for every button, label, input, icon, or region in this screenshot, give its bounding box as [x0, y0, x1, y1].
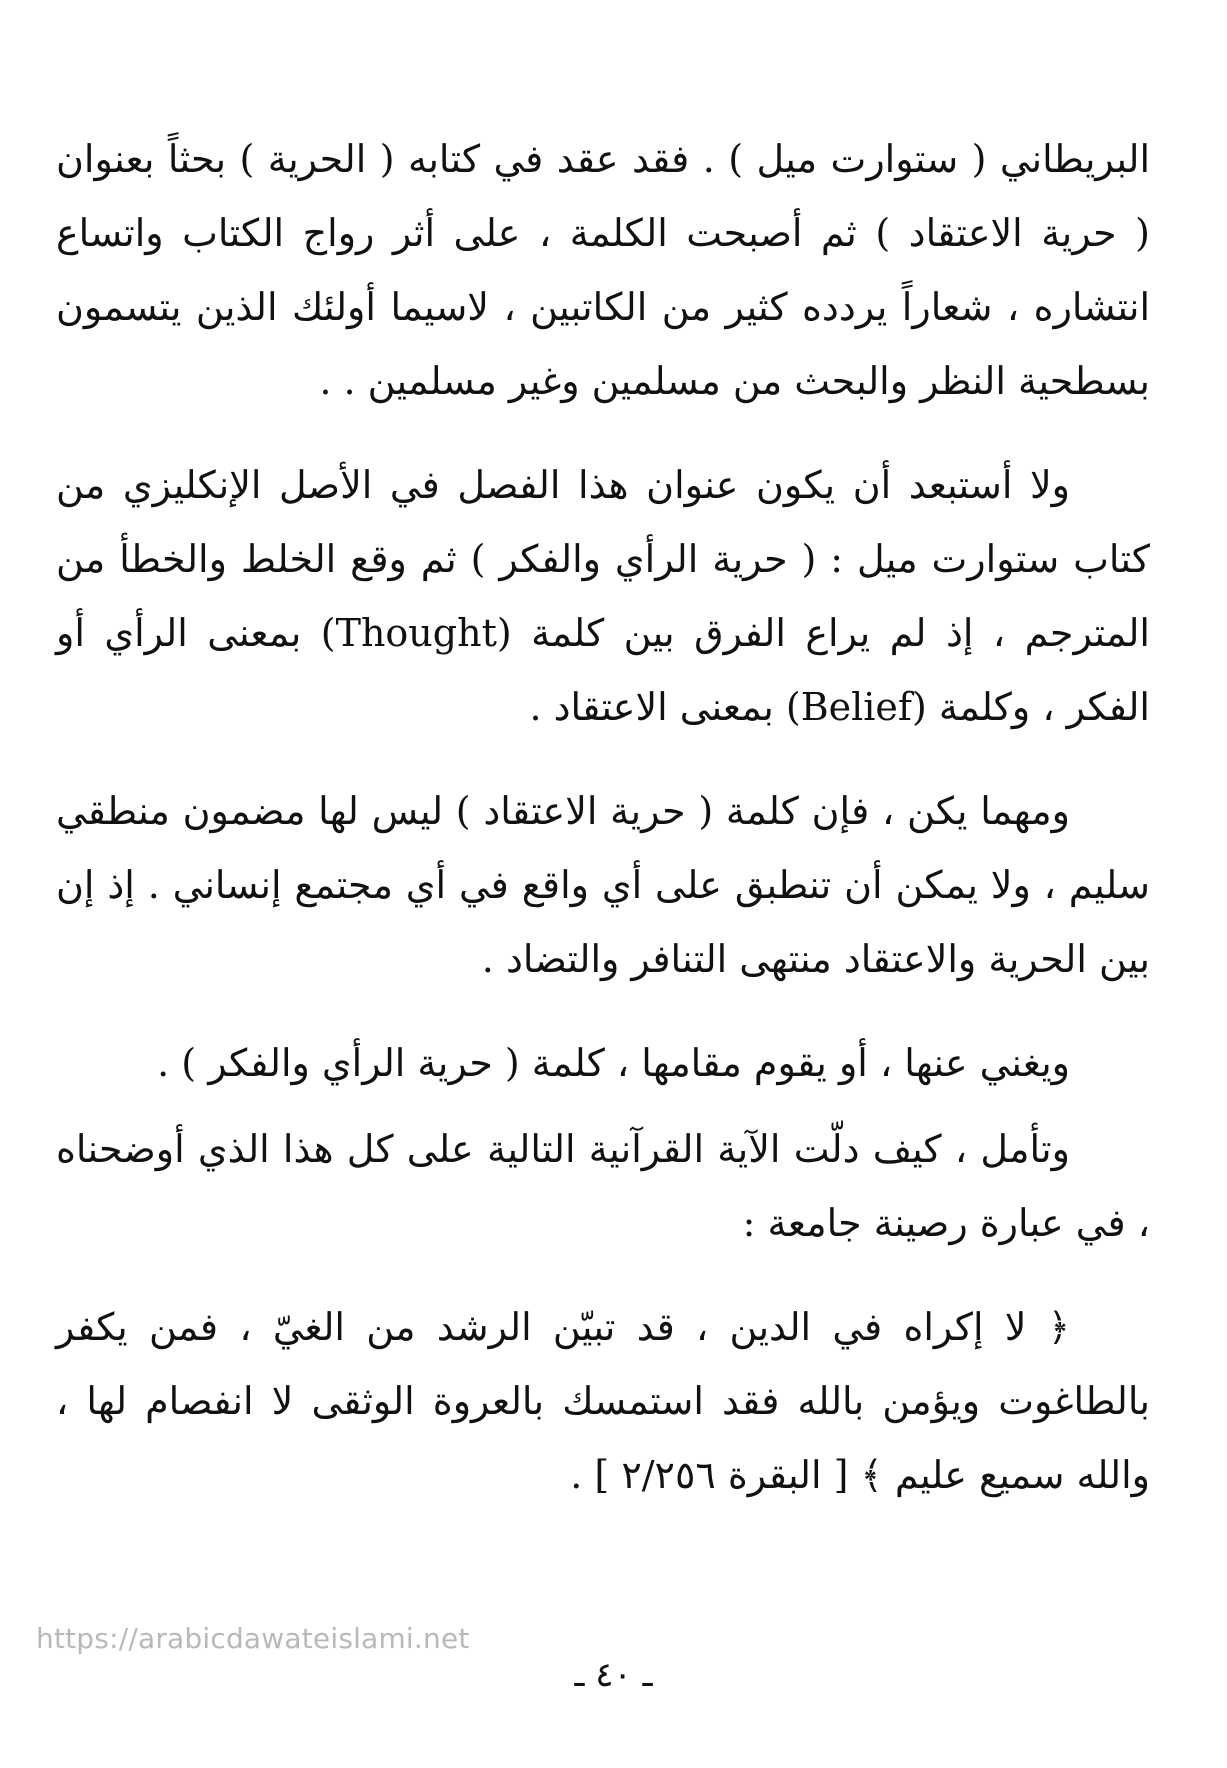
page-body: [56, 122, 1150, 1542]
website-watermark: https://arabicdawateislami.net: [36, 1622, 470, 1655]
paragraph-logical-meaning: ومهما يكن ، فإن كلمة ( حرية الاعتقاد ) ليس لها مضمون منطقي سليم ، ولا يمكن أن تنطبق على أي واقع في أي مجتمع إنساني . إذ إن بين الحرية والاعتقاد منتهى التنافر والتضاد .: [56, 789, 1150, 981]
page-number: ـ ٤٠ ـ: [574, 1655, 653, 1695]
paragraph-alternative-term: ويغني عنها ، أو يقوم مقامها ، كلمة ( حرية الرأي والفكر ) .: [157, 1041, 1070, 1085]
paragraph-quran-intro: وتأمل ، كيف دلّت الآية القرآنية التالية على كل هذا الذي أوضحناه ، في عبارة رصينة جامعة :: [56, 1127, 1150, 1245]
paragraph-quran-verse: ﴿ لا إكراه في الدين ، قد تبيّن الرشد من الغيّ ، فمن يكفر بالطاغوت ويؤمن بالله فقد استمسك بالعروة الوثقى لا انفصام لها ، والله سميع عليم ﴾ [ البقرة ٢/٢٥٦ ] .: [56, 1305, 1150, 1497]
paragraph-english-origin: ولا أستبعد أن يكون عنوان هذا الفصل في الأصل الإنكليزي من كتاب ستوارت ميل : ( حرية الرأي والفكر ) ثم وقع الخلط والخطأ من المترجم ، إذ لم يراع الفرق بين كلمة (Thought) بمعنى الرأي أو الفكر ، وكلمة (Belief) بمعنى الاعتقاد .: [56, 463, 1150, 729]
paragraph-continuation: البريطاني ( ستوارت ميل ) . فقد عقد في كتابه ( الحرية ) بحثاً بعنوان ( حرية الاعتقاد ) ثم أصبحت الكلمة ، على أثر رواج الكتاب واتساع انتشاره ، شعاراً يردده كثير من الكاتبين ، لاسيما أولئك الذين يتسمون بسطحية النظر والبحث من مسلمين وغير مسلمين . .: [56, 137, 1150, 403]
